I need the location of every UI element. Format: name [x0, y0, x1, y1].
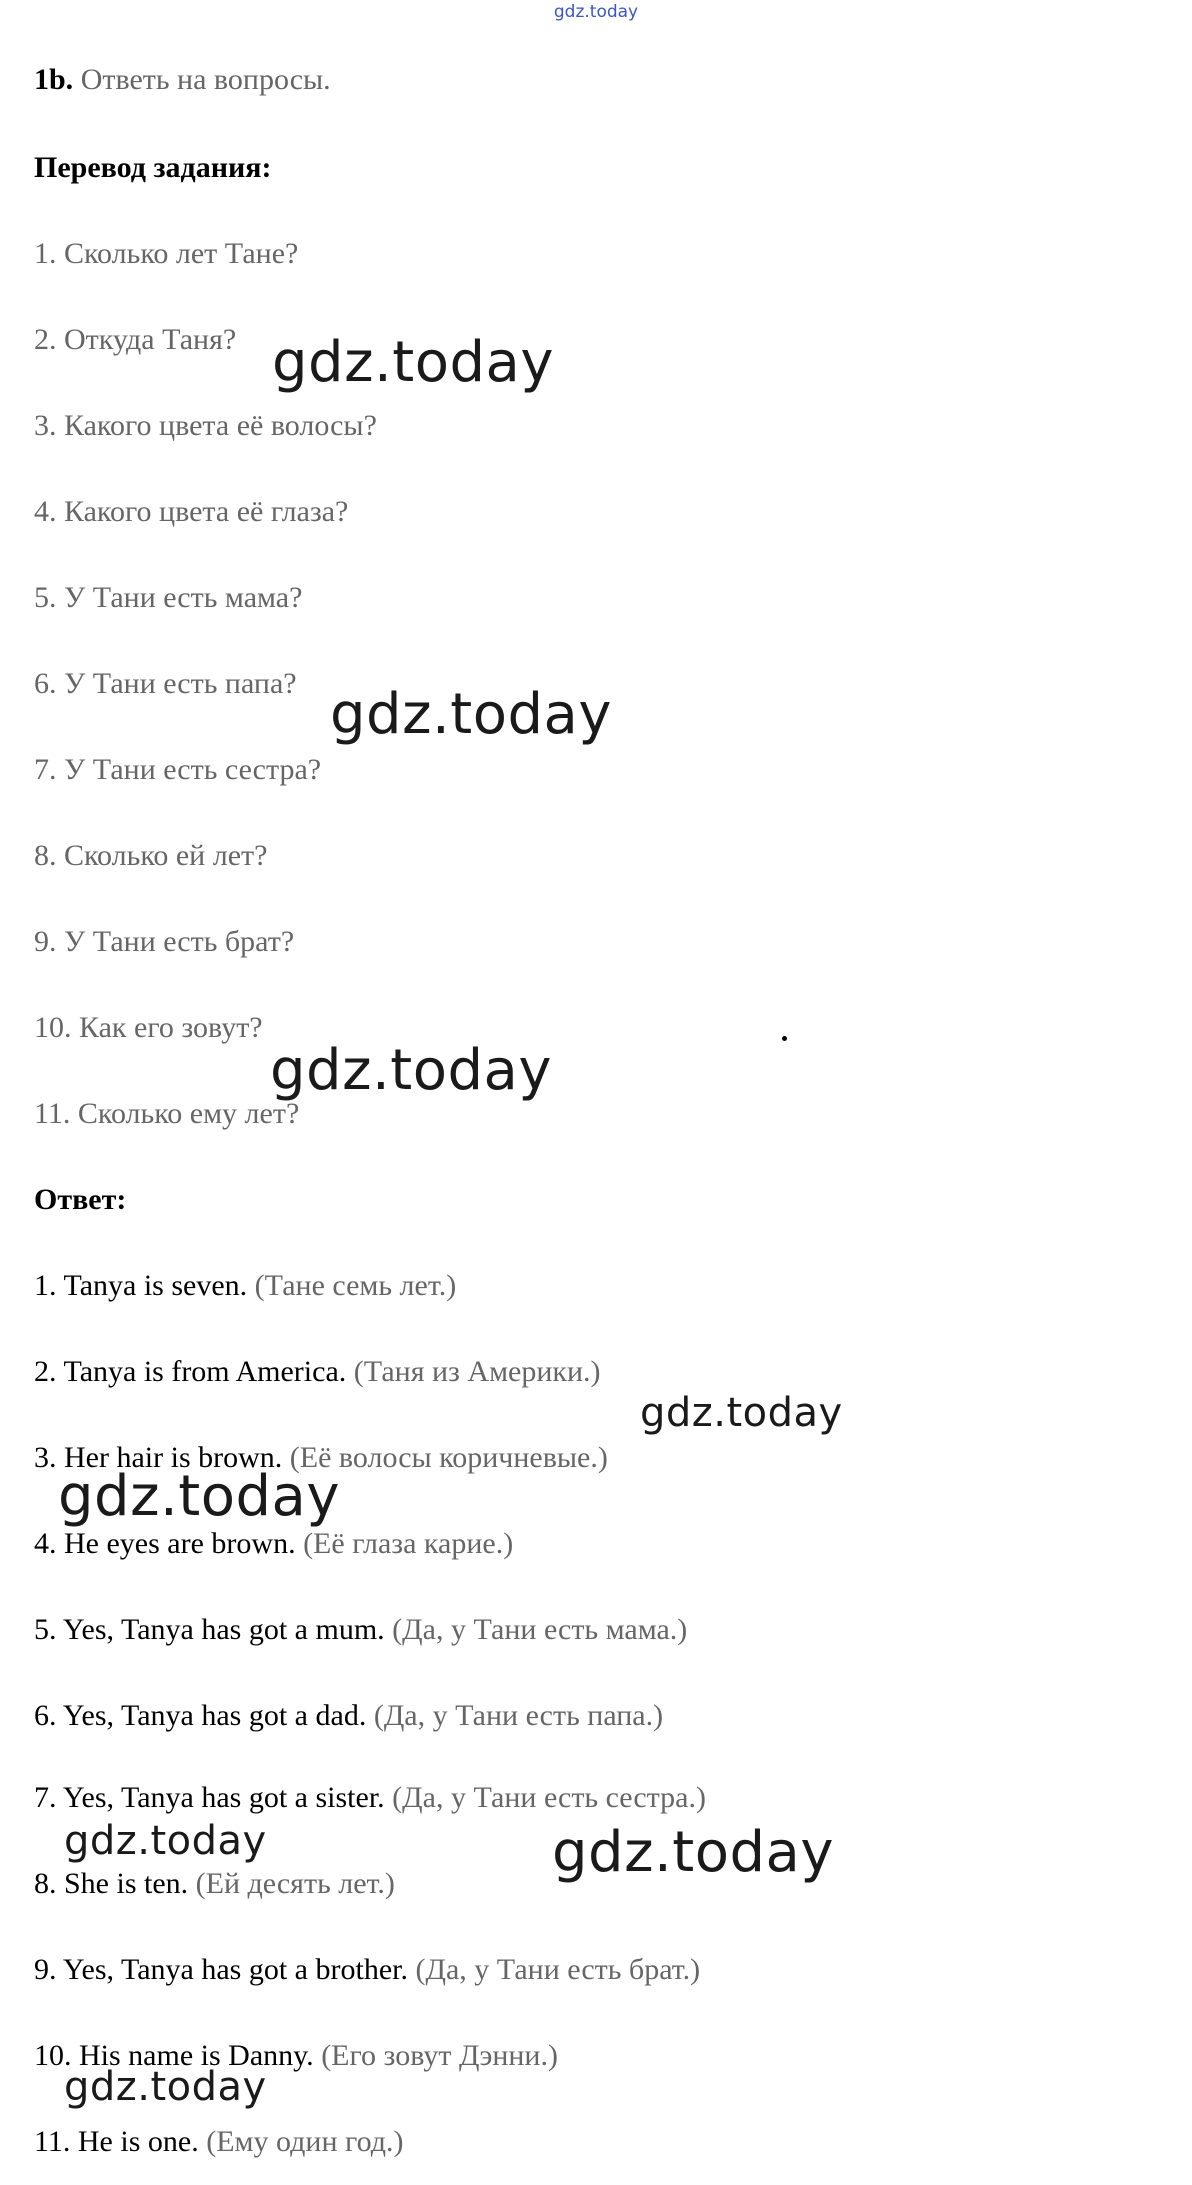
question-1: 1. Сколько лет Тане? [34, 237, 299, 270]
answer-11-en: 11. He is one. [34, 2125, 199, 2158]
answer-4 [34, 1526, 513, 1562]
task-text: Ответь на вопросы. [80, 63, 331, 96]
answer-2-ru: (Таня из Америки.) [353, 1355, 601, 1388]
answer-7-en: 7. Yes, Tanya has got a sister. [34, 1781, 385, 1814]
watermark-1: gdz.today [272, 330, 555, 395]
question-10: 10. Как его зовут? [34, 1011, 263, 1044]
answer-1-en: 1. Tanya is seven. [34, 1269, 248, 1302]
question-9: 9. У Тани есть брат? [34, 925, 295, 958]
watermark-2: gdz.today [330, 682, 613, 747]
task-number: 1b. [34, 63, 74, 96]
watermark-6: gdz.today [64, 1818, 267, 1864]
question-4: 4. Какого цвета её глаза? [34, 495, 349, 528]
task-line [34, 62, 331, 98]
question-8: 8. Сколько ей лет? [34, 839, 268, 872]
answer-3-ru: (Её волосы коричневые.) [289, 1441, 608, 1474]
answer-4-en: 4. He eyes are brown. [34, 1527, 296, 1560]
watermark-8: gdz.today [64, 2064, 267, 2110]
answer-5-en: 5. Yes, Tanya has got a mum. [34, 1613, 385, 1646]
answer-9-ru: (Да, у Тани есть брат.) [415, 1953, 701, 1986]
watermark-4: gdz.today [640, 1390, 843, 1436]
answer-4-ru: (Её глаза карие.) [303, 1527, 514, 1560]
question-2: 2. Откуда Таня? [34, 323, 237, 356]
answer-2 [34, 1354, 601, 1390]
answer-10-en: 10. His name is Danny. [34, 2039, 314, 2072]
answer-10-ru: (Его зовут Дэнни.) [321, 2039, 558, 2072]
answer-1-ru: (Тане семь лет.) [254, 1269, 457, 1302]
watermark-5: gdz.today [58, 1464, 341, 1529]
answer-9-en: 9. Yes, Tanya has got a brother. [34, 1953, 408, 1986]
question-5: 5. У Тани есть мама? [34, 581, 303, 614]
question-6: 6. У Тани есть папа? [34, 667, 297, 700]
answer-7-ru: (Да, у Тани есть сестра.) [392, 1781, 706, 1814]
answer-9 [34, 1952, 700, 1988]
watermark-7: gdz.today [552, 1820, 835, 1885]
answer-8-ru: (Ей десять лет.) [195, 1867, 395, 1900]
answer-11-ru: (Ему один год.) [206, 2125, 404, 2158]
answer-6-en: 6. Yes, Tanya has got a dad. [34, 1699, 367, 1732]
stray-dot [782, 1036, 787, 1041]
answer-7 [34, 1780, 706, 1816]
answer-6 [34, 1698, 663, 1734]
question-7: 7. У Тани есть сестра? [34, 753, 322, 786]
answer-6-ru: (Да, у Тани есть папа.) [373, 1699, 664, 1732]
answer-8 [34, 1866, 395, 1902]
top-watermark: gdz.today [553, 2, 639, 22]
answer-heading: Ответ: [34, 1183, 127, 1216]
answer-2-en: 2. Tanya is from America. [34, 1355, 347, 1388]
question-11: 11. Сколько ему лет? [34, 1097, 300, 1130]
answer-5-ru: (Да, у Тани есть мама.) [392, 1613, 688, 1646]
translation-heading: Перевод задания: [34, 151, 272, 184]
answer-11 [34, 2124, 403, 2160]
watermark-3: gdz.today [270, 1038, 553, 1103]
question-3: 3. Какого цвета её волосы? [34, 409, 377, 442]
answer-3-en: 3. Her hair is brown. [34, 1441, 283, 1474]
answer-8-en: 8. She is ten. [34, 1867, 189, 1900]
answer-5 [34, 1612, 687, 1648]
answer-1 [34, 1268, 456, 1304]
